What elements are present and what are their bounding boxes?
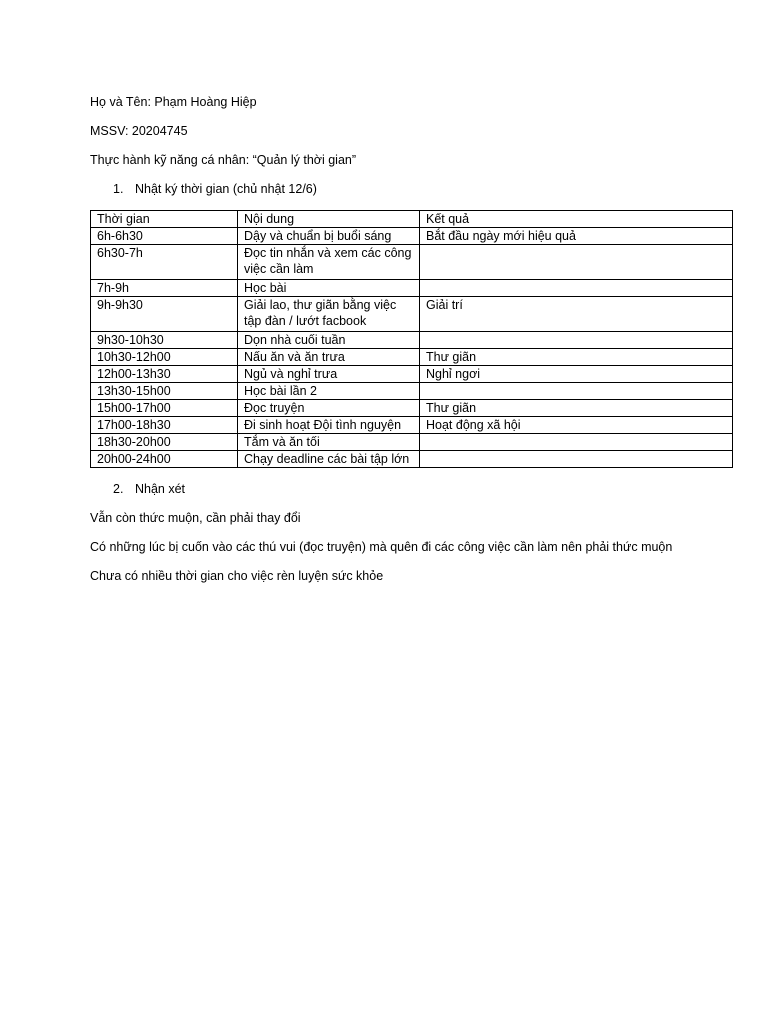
table-row [91,451,733,468]
cell-content: Học bài [238,280,420,297]
table-header-row [91,211,733,228]
cell-content: Tắm và ăn tối [238,434,420,451]
cell-time: 9h30-10h30 [91,332,238,349]
cell-result: Giải trí [420,297,733,332]
table-row [91,297,733,332]
cell-time: 18h30-20h00 [91,434,238,451]
cell-time: 6h-6h30 [91,228,238,245]
table-row [91,383,733,400]
section-2-number: 2. [113,482,124,496]
cell-time: 20h00-24h00 [91,451,238,468]
cell-content: Dậy và chuẩn bị buổi sáng [238,228,420,245]
table-row [91,332,733,349]
cell-result: Thư giãn [420,349,733,366]
cell-result [420,383,733,400]
section-2-title: Nhận xét [135,482,186,496]
assignment-topic-line: Thực hành kỹ năng cá nhân: “Quản lý thời gian” [90,153,357,167]
time-log-table-wrapper [90,210,732,468]
cell-result [420,280,733,297]
cell-result: Nghỉ ngơi [420,366,733,383]
cell-time: 10h30-12h00 [91,349,238,366]
time-log-table [90,210,733,468]
section-2-heading [113,481,185,497]
cell-time: 12h00-13h30 [91,366,238,383]
cell-result [420,451,733,468]
table-row [91,417,733,434]
table-row [91,434,733,451]
cell-time: 6h30-7h [91,245,238,280]
cell-content: Đọc truyện [238,400,420,417]
cell-content: Đọc tin nhắn và xem các công việc cần làm [238,245,420,280]
header-result: Kết quả [420,211,733,228]
cell-result [420,434,733,451]
cell-time: 7h-9h [91,280,238,297]
cell-content: Nấu ăn và ăn trưa [238,349,420,366]
cell-content: Chạy deadline các bài tập lớn [238,451,420,468]
table-row [91,366,733,383]
remark-line: Vẫn còn thức muộn, cần phải thay đổi [90,511,301,525]
cell-content: Giải lao, thư giãn bằng việc tập đàn / lướt facbook [238,297,420,332]
table-row [91,228,733,245]
section-1-number: 1. [113,182,124,196]
header-content: Nội dung [238,211,420,228]
table-row [91,245,733,280]
cell-result: Bắt đầu ngày mới hiệu quả [420,228,733,245]
cell-time: 15h00-17h00 [91,400,238,417]
table-row [91,349,733,366]
cell-result [420,332,733,349]
student-name-line: Họ và Tên: Phạm Hoàng Hiệp [90,95,257,109]
cell-time: 17h00-18h30 [91,417,238,434]
cell-result: Thư giãn [420,400,733,417]
table-row [91,400,733,417]
cell-content: Học bài lần 2 [238,383,420,400]
remark-line: Chưa có nhiều thời gian cho việc rèn luyện sức khỏe [90,569,384,583]
section-1-title: Nhật ký thời gian (chủ nhật 12/6) [135,182,317,196]
header-time: Thời gian [91,211,238,228]
cell-time: 13h30-15h00 [91,383,238,400]
cell-content: Dọn nhà cuối tuần [238,332,420,349]
cell-result: Hoạt động xã hội [420,417,733,434]
remark-line: Có những lúc bị cuốn vào các thú vui (đọc truyện) mà quên đi các công việc cần làm nên phải thức muộn [90,540,673,554]
table-row [91,280,733,297]
cell-result [420,245,733,280]
cell-content: Đi sinh hoạt Đội tình nguyện [238,417,420,434]
cell-content: Ngủ và nghỉ trưa [238,366,420,383]
section-1-heading [113,181,317,197]
cell-time: 9h-9h30 [91,297,238,332]
student-id-line: MSSV: 20204745 [90,124,188,138]
